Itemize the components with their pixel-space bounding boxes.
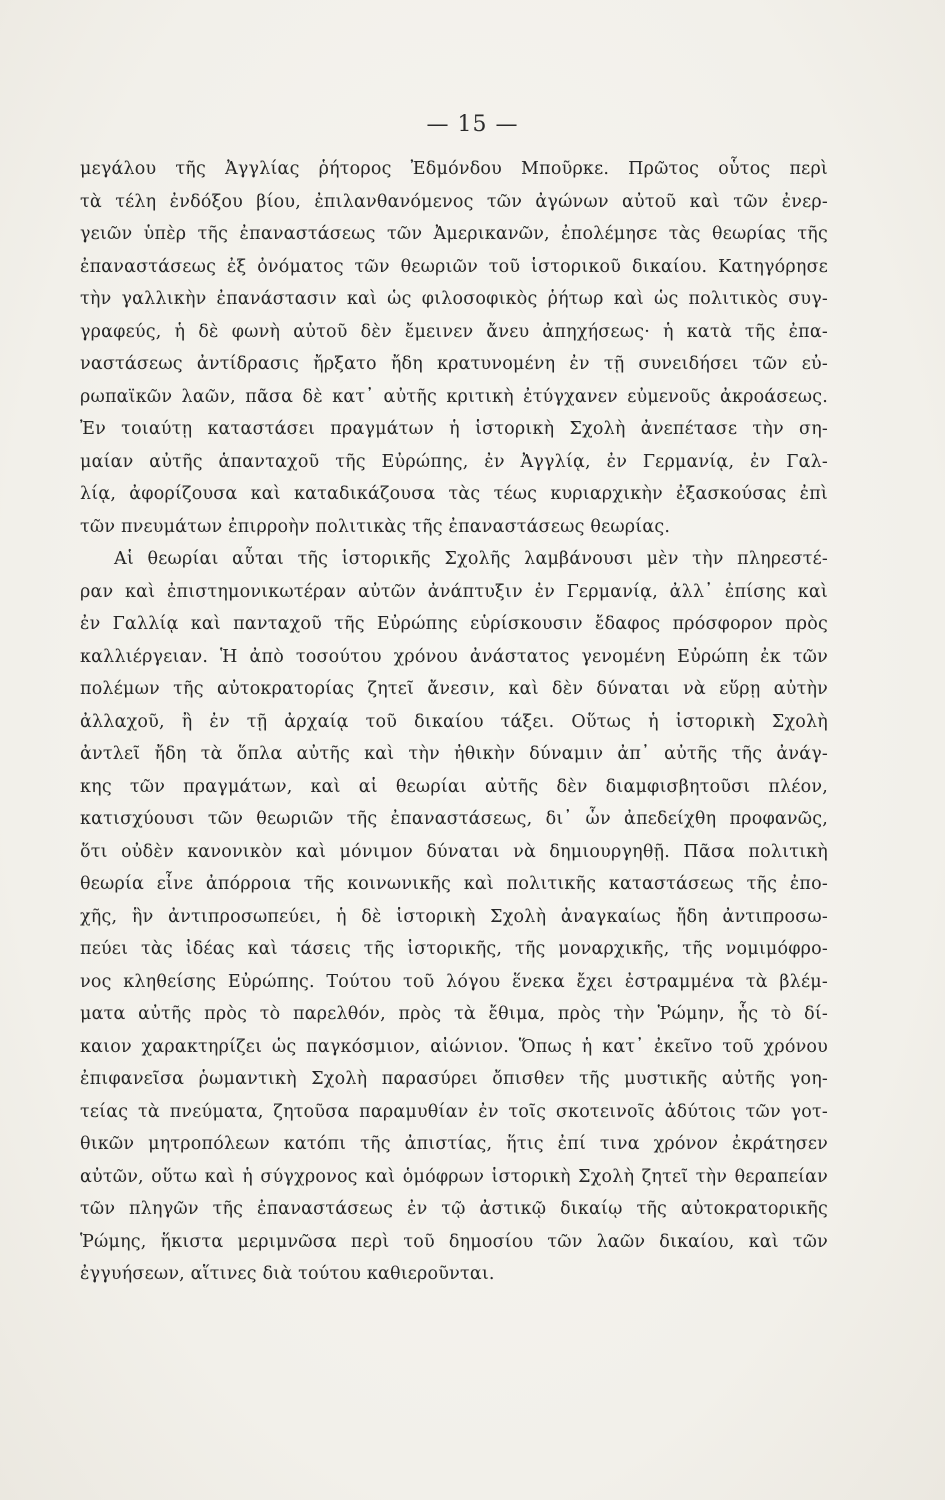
text-line: ἐπιφανεῖσα ῥωμαντικὴ Σχολὴ παρασύρει ὄπισθεν τῆς μυστικῆς αὐτῆς γοη-	[80, 1069, 828, 1089]
text-line: πεύει τὰς ἰδέας καὶ τάσεις τῆς ἱστορικῆς, τῆς μοναρχικῆς, τῆς νομιμόφρο-	[80, 939, 828, 959]
text-line: λίᾳ, ἀφορίζουσα καὶ καταδικάζουσα τὰς τέως κυριαρχικὴν ἐξασκούσας ἐπὶ	[80, 484, 828, 504]
page-number: — 15 —	[426, 112, 519, 137]
text-line: θικῶν μητροπόλεων κατόπι τῆς ἀπιστίας, ἥτις ἐπί τινα χρόνον ἐκράτησεν	[80, 1134, 828, 1154]
text-line: πολέμων τῆς αὐτοκρατορίας ζητεῖ ἄνεσιν, καὶ δὲν δύναται νὰ εὕρῃ αὐτὴν	[80, 679, 828, 699]
text-line: τὴν γαλλικὴν ἐπανάστασιν καὶ ὡς φιλοσοφικὸς ῥήτωρ καὶ ὡς πολιτικὸς συγ-	[80, 289, 828, 309]
text-line: ἐπαναστάσεως ἐξ ὀνόματος τῶν θεωριῶν τοῦ ἱστορικοῦ δικαίου. Κατηγόρησε	[80, 256, 828, 277]
text-line: Ἐν τοιαύτῃ καταστάσει πραγμάτων ἡ ἱστορικὴ Σχολὴ ἀνεπέτασε τὴν ση-	[80, 419, 828, 439]
text-line: ὅτι οὐδὲν κανονικὸν καὶ μόνιμον δύναται νὰ δημιουργηθῇ. Πᾶσα πολιτικὴ	[80, 841, 828, 862]
text-line: Ῥώμης, ἥκιστα μεριμνῶσα περὶ τοῦ δημοσίου τῶν λαῶν δικαίου, καὶ τῶν	[80, 1231, 828, 1252]
text-line: μεγάλου τῆς Ἀγγλίας ῥήτορος Ἐδμόνδου Μποῦρκε. Πρῶτος οὗτος περὶ	[80, 159, 828, 179]
text-line: ραν καὶ ἐπιστημονικωτέραν αὐτῶν ἀνάπτυξιν ἐν Γερμανίᾳ, ἀλλ᾽ ἐπίσης καὶ	[80, 581, 828, 602]
text-line: χῆς, ἣν ἀντιπροσωπεύει, ἡ δὲ ἱστορικὴ Σχολὴ ἀναγκαίως ἤδη ἀντιπροσω-	[80, 906, 828, 927]
text-line: ἐγγυήσεων, αἵτινες διὰ τούτου καθιεροῦνται.	[80, 1264, 495, 1284]
text-line: θεωρία εἶνε ἀπόρροια τῆς κοινωνικῆς καὶ πολιτικῆς καταστάσεως τῆς ἐπο-	[80, 874, 828, 894]
text-line: κης τῶν πραγμάτων, καὶ αἱ θεωρίαι αὐτῆς δὲν διαμφισβητοῦσι πλέον,	[80, 776, 828, 797]
text-line: γειῶν ὑπὲρ τῆς ἐπαναστάσεως τῶν Ἀμερικανῶν, ἐπολέμησε τὰς θεωρίας τῆς	[80, 224, 828, 244]
text-line: κατισχύουσι τῶν θεωριῶν τῆς ἐπαναστάσεως, δι᾽ ὧν ἀπεδείχθη προφανῶς,	[80, 809, 828, 829]
text-line: ἀλλαχοῦ, ἢ ἐν τῇ ἀρχαίᾳ τοῦ δικαίου τάξει. Οὕτως ἡ ἱστορικὴ Σχολὴ	[80, 711, 828, 732]
text-line: ματα αὐτῆς πρὸς τὸ παρελθόν, πρὸς τὰ ἔθιμα, πρὸς τὴν Ῥώμην, ἧς τὸ δί-	[80, 1004, 828, 1024]
text-line: ἐν Γαλλίᾳ καὶ πανταχοῦ τῆς Εὐρώπης εὑρίσκουσιν ἔδαφος πρόσφορον πρὸς	[80, 614, 828, 634]
text-line: καλλιέργειαν. Ἡ ἀπὸ τοσούτου χρόνου ἀνάστατος γενομένη Εὐρώπη ἐκ τῶν	[80, 646, 828, 667]
text-line: ναστάσεως ἀντίδρασις ἤρξατο ἤδη κρατυνομένη ἐν τῇ συνειδήσει τῶν εὐ-	[80, 354, 828, 374]
text-line: καιον χαρακτηρίζει ὡς παγκόσμιον, αἰώνιον. Ὅπως ἡ κατ᾽ ἐκεῖνο τοῦ χρόνου	[80, 1036, 828, 1057]
text-line: τῶν πνευμάτων ἐπιρροὴν πολιτικὰς τῆς ἐπαναστάσεως θεωρίας.	[80, 516, 671, 537]
text-line: γραφεύς, ἡ δὲ φωνὴ αὐτοῦ δὲν ἔμεινεν ἄνευ ἀπηχήσεως· ἡ κατὰ τῆς ἐπα-	[80, 321, 828, 342]
text-line: τείας τὰ πνεύματα, ζητοῦσα παραμυθίαν ἐν τοῖς σκοτεινοῖς ἀδύτοις τῶν γοτ-	[80, 1101, 828, 1122]
body-text	[80, 153, 828, 1291]
text-line: ἀντλεῖ ἤδη τὰ ὅπλα αὐτῆς καὶ τὴν ἠθικὴν δύναμιν ἀπ᾽ αὐτῆς τῆς ἀνάγ-	[80, 744, 828, 764]
text-line: νος κληθείσης Εὐρώπης. Τούτου τοῦ λόγου ἕνεκα ἔχει ἐστραμμένα τὰ βλέμ-	[80, 971, 828, 992]
text-line: τὰ τέλη ἐνδόξου βίου, ἐπιλανθανόμενος τῶν ἀγώνων αὐτοῦ καὶ τῶν ἐνερ-	[80, 191, 828, 212]
text-line: Αἱ θεωρίαι αὗται τῆς ἱστορικῆς Σχολῆς λαμβάνουσι μὲν τὴν πληρεστέ-	[114, 549, 828, 569]
text-line: αὐτῶν, οὕτω καὶ ἡ σύγχρονος καὶ ὁμόφρων ἱστορικὴ Σχολὴ ζητεῖ τὴν θεραπείαν	[80, 1166, 828, 1187]
text-line: μαίαν αὐτῆς ἁπανταχοῦ τῆς Εὐρώπης, ἐν Ἀγγλίᾳ, ἐν Γερμανίᾳ, ἐν Γαλ-	[80, 451, 828, 472]
text-line: τῶν πληγῶν τῆς ἐπαναστάσεως ἐν τῷ ἀστικῷ δικαίῳ τῆς αὐτοκρατορικῆς	[80, 1199, 828, 1219]
text-line: ρωπαϊκῶν λαῶν, πᾶσα δὲ κατ᾽ αὐτῆς κριτικὴ ἐτύγχανεν εὐμενοῦς ἀκροάσεως.	[80, 386, 828, 407]
